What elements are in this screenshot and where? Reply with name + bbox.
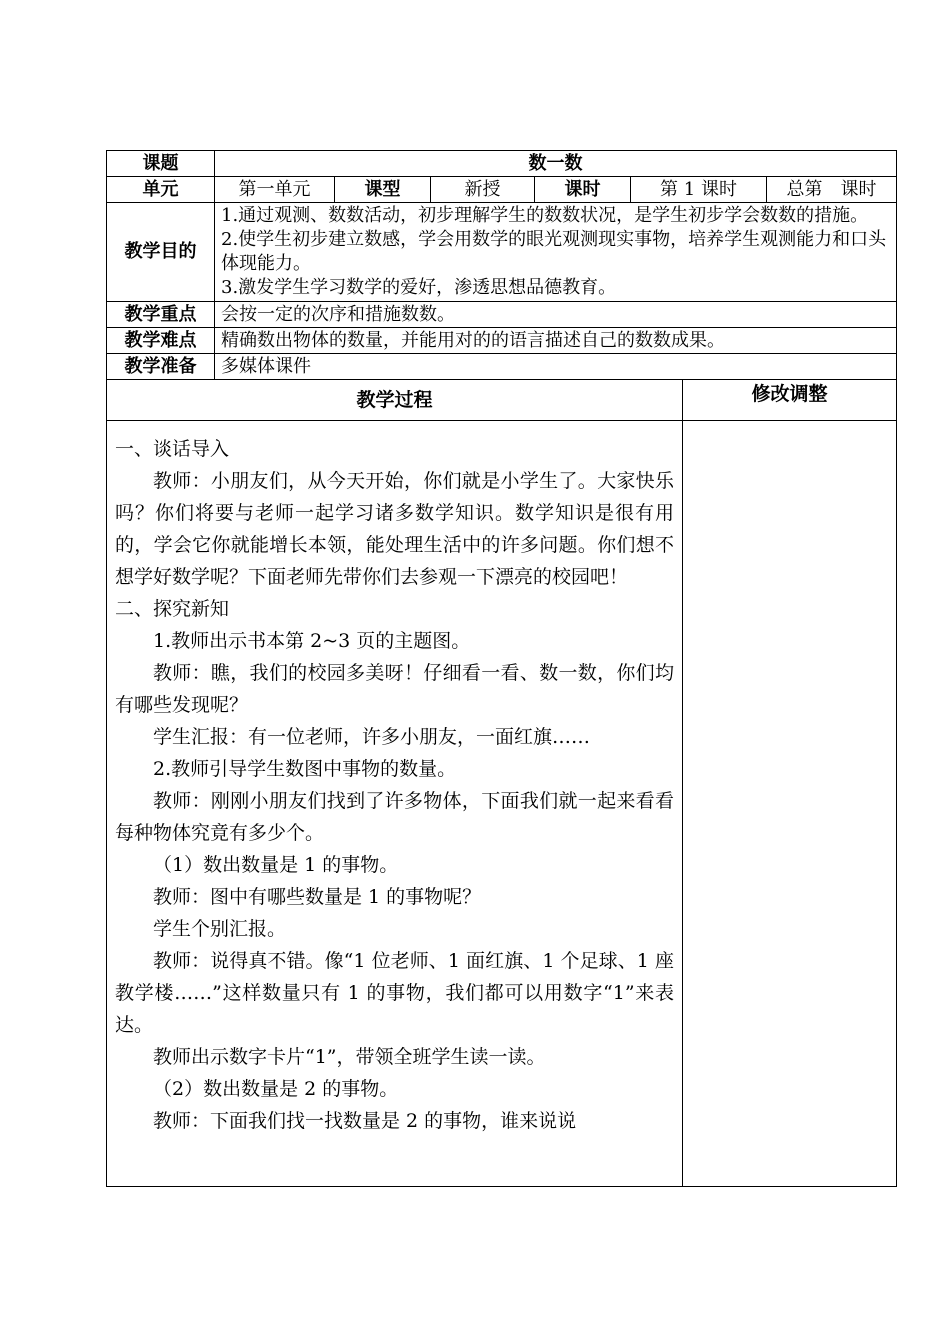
objective-item: 1.通过观测、数数活动，初步理解学生的数数状况，是学生初步学会数数的措施。: [221, 205, 869, 226]
process-paragraph: （1）数出数量是 1 的事物。: [153, 854, 399, 876]
topic-label: 课题: [107, 151, 215, 177]
topic-value: 数一数: [215, 151, 897, 177]
process-header: 教学过程: [107, 380, 683, 421]
objectives-content: [215, 203, 897, 302]
process-paragraph: 教师：下面我们找一找数量是 2 的事物，谁来说说: [153, 1110, 577, 1132]
adjust-header: 修改调整: [683, 380, 897, 421]
objectives-label: 教学目的: [107, 203, 215, 302]
process-paragraph: 学生个别汇报。: [153, 918, 287, 940]
unit-value: 第一单元: [215, 177, 335, 203]
total-period-value: 总第 课时: [767, 177, 897, 203]
section-heading: 二、探究新知: [115, 598, 230, 620]
process-paragraph: 教师：图中有哪些数量是 1 的事物呢？: [153, 886, 482, 908]
difficulty-label: 教学难点: [107, 328, 215, 354]
row-process: [107, 421, 897, 1187]
process-paragraph: 教师：刚刚小朋友们找到了许多物体，下面我们就一起来看看每种物体究竟有多少个。: [115, 790, 674, 844]
process-content: [107, 421, 683, 1187]
objective-item: 3.激发学生学习数学的爱好，渗透思想品德教育。: [221, 277, 617, 298]
process-paragraph: 教师出示数字卡片“1”，带领全班学生读一读。: [153, 1046, 546, 1068]
unit-label: 单元: [107, 177, 215, 203]
process-paragraph: 教师：小朋友们，从今天开始，你们就是小学生了。大家快乐吗？你们将要与老师一起学习诸多数学知识。数学知识是很有用的，学会它你就能增长本领，能处理生活中的许多问题。你们想不想学好数学呢？下面老师先带你们去参观一下漂亮的校园吧！: [115, 470, 674, 588]
key-point-label: 教学重点: [107, 302, 215, 328]
row-preparation: [107, 354, 897, 380]
row-process-header: [107, 380, 897, 421]
type-value: 新授: [431, 177, 535, 203]
row-key-point: [107, 302, 897, 328]
period-label: 课时: [535, 177, 631, 203]
process-paragraph: （2）数出数量是 2 的事物。: [153, 1078, 399, 1100]
section-heading: 一、谈话导入: [115, 438, 230, 460]
lesson-plan-sheet: [106, 150, 896, 1187]
process-paragraph: 1.教师出示书本第 2~3 页的主题图。: [153, 630, 471, 652]
difficulty-value: 精确数出物体的数量，并能用对的的语言描述自己的数数成果。: [215, 328, 897, 354]
row-difficulty: [107, 328, 897, 354]
row-objectives: [107, 203, 897, 302]
process-paragraph: 2.教师引导学生数图中事物的数量。: [153, 758, 457, 780]
objective-item: 2.使学生初步建立数感，学会用数学的眼光观测现实事物，培养学生观测能力和口头体现能力。: [221, 229, 887, 274]
adjust-content: [683, 421, 897, 1187]
process-paragraph: 教师：说得真不错。像“1 位老师、1 面红旗、1 个足球、1 座教学楼……”这样数量只有 1 的事物，我们都可以用数字“1”来表达。: [115, 950, 674, 1036]
type-label: 课型: [335, 177, 431, 203]
preparation-label: 教学准备: [107, 354, 215, 380]
process-paragraph: 学生汇报：有一位老师，许多小朋友，一面红旗……: [153, 726, 591, 748]
row-topic: [107, 151, 897, 177]
period-value: 第 1 课时: [631, 177, 767, 203]
key-point-value: 会按一定的次序和措施数数。: [215, 302, 897, 328]
row-unit: [107, 177, 897, 203]
process-paragraph: 教师：瞧，我们的校园多美呀！仔细看一看、数一数，你们均有哪些发现呢？: [115, 662, 674, 716]
preparation-value: 多媒体课件: [215, 354, 897, 380]
lesson-plan-table: [106, 150, 897, 1187]
